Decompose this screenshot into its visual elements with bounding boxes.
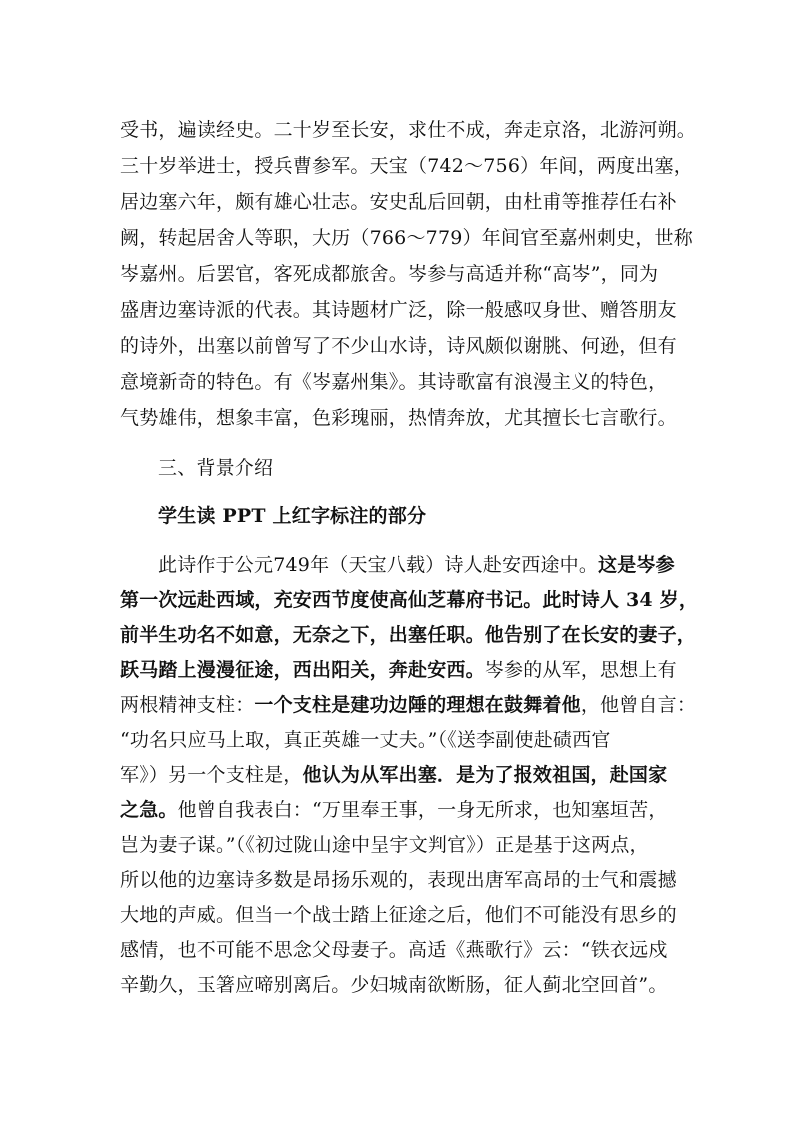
subheading-instruction: [158, 504, 738, 528]
text-run: 感情，也不可能不思念父母妻子。高适《燕歌行》云：“铁衣远戍: [120, 939, 668, 961]
text-run-bold: 这是岑参: [598, 554, 675, 576]
text-run: 军》）另一个支柱是，: [120, 764, 303, 786]
body-line: [120, 693, 700, 717]
text-run: ，他曾自言：: [580, 694, 697, 716]
text-run: 大地的声威。但当一个战士踏上征途之后，他们不可能没有思乡的: [120, 904, 677, 926]
text-run-bold: 前半生功名不如意，无奈之下，出塞任职。他告别了在长安的妻子，: [120, 624, 697, 646]
text-run: 的诗外，出塞以前曾写了不少山水诗，诗风颇似谢朓、何逊，但有: [120, 335, 677, 357]
body-line: [120, 623, 700, 647]
body-line: [120, 973, 700, 997]
text-run: 岑参的从军，思想上有: [484, 659, 677, 681]
body-line: [120, 728, 700, 752]
body-line: [120, 763, 700, 787]
text-run: 受书，遍读经史。二十岁至长安，求仕不成，奔走京洛，北游河朔。: [120, 119, 697, 141]
text-run-bold: 一个支柱是建功边陲的理想在鼓舞着他: [254, 694, 581, 716]
text-run: 意境新奇的特色。有《岑嘉州集》。其诗歌富有浪漫主义的特色，: [120, 371, 668, 393]
body-line: [120, 938, 700, 962]
text-run: 所以他的边塞诗多数是昂扬乐观的，表现出唐军高昂的士气和震撼: [120, 869, 677, 891]
text-run-bold: 第一次远赴西域，充安西节度使高仙芝幕府书记。此时诗人 34 岁，: [120, 589, 699, 611]
section-heading: [158, 456, 738, 480]
text-run: 辛勤久，玉箸应啼别离后。少妇城南欲断肠，征人蓟北空回首”。: [120, 974, 668, 996]
body-line: [120, 658, 700, 682]
body-line: [158, 553, 738, 577]
text-run: 阙，转起居舍人等职，大历（766～779）年间官至嘉州刺史，世称: [120, 227, 693, 249]
text-run-bold: 他认为从军出塞．是为了报效祖国，赴国家: [302, 764, 668, 786]
text-run-bold: 之急。: [120, 799, 178, 821]
body-line: [120, 334, 700, 358]
body-line: [120, 262, 700, 286]
body-line: [120, 833, 700, 857]
body-line: [120, 118, 700, 142]
body-line: [120, 154, 700, 178]
body-line: [120, 868, 700, 892]
text-run: 三、背景介绍: [158, 457, 274, 479]
text-run: 三十岁举进士，授兵曹参军。天宝（742～756）年间，两度出塞，: [120, 155, 693, 177]
text-run: 岑嘉州。后罢官，客死成都旅舍。岑参与高适并称“高岑”，同为: [120, 263, 659, 285]
body-line: [120, 406, 700, 430]
body-line: [120, 903, 700, 927]
text-run: “功名只应马上取，真正英雄一丈夫。”（《送李副使赴碛西官: [120, 729, 611, 751]
body-line: [120, 588, 700, 612]
body-line: [120, 798, 700, 822]
text-run: 学生读 PPT 上红字标注的部分: [158, 505, 427, 527]
body-line: [120, 190, 700, 214]
body-line: [120, 226, 700, 250]
text-run-bold: 跃马踏上漫漫征途，西出阳关，奔赴安西。: [120, 659, 485, 681]
text-run: 气势雄伟，想象丰富，色彩瑰丽，热情奔放，尤其擅长七言歌行。: [120, 407, 677, 429]
text-run: 岂为妻子谋。”（《初过陇山途中呈宇文判官》）正是基于这两点，: [120, 834, 649, 856]
body-line: [120, 298, 700, 322]
text-run: 两根精神支柱：: [120, 694, 255, 716]
text-run: 居边塞六年，颇有雄心壮志。安史乱后回朝，由杜甫等推荐任右补: [120, 191, 677, 213]
body-line: [120, 370, 700, 394]
text-run: 他曾自我表白：“万里奉王事，一身无所求，也知塞垣苦，: [177, 799, 668, 821]
text-run: 盛唐边塞诗派的代表。其诗题材广泛，除一般感叹身世、赠答朋友: [120, 299, 677, 321]
text-run: 此诗作于公元749年（天宝八载）诗人赴安西途中。: [158, 554, 599, 576]
